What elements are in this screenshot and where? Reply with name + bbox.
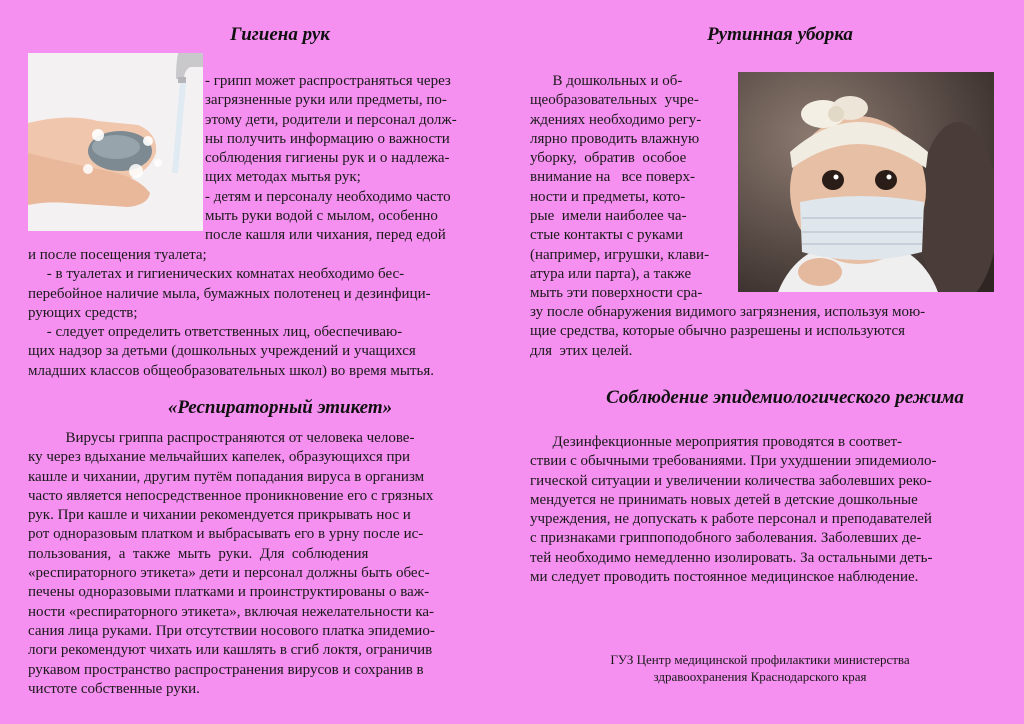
etiquette-line: сания лица руками. При отсутствии носового платка эпидемио-: [28, 622, 435, 639]
etiquette-text: [28, 429, 494, 699]
cleaning-line: ждениях необходимо регу-: [530, 111, 702, 128]
epid-title: Соблюдение эпидемиологического режима: [606, 387, 964, 408]
etiquette-line: логи рекомендуют чихать или кашлять в сгиб локтя, ограничив: [28, 642, 433, 659]
cleaning-line: для этих целей.: [530, 342, 633, 359]
epid-line: с признаками гриппоподобного заболевания. Заболевших де-: [530, 530, 922, 547]
etiquette-line: часто является непосредственное проникновение его с грязных: [28, 487, 434, 504]
epid-line: мендуется не принимать новых детей в детские дошкольные: [530, 491, 918, 508]
hygiene-line: и после посещения туалета;: [28, 247, 207, 263]
hand-washing-photo: [28, 53, 203, 231]
epid-line: тей необходимо немедленно изолировать. За остальными деть-: [530, 549, 933, 566]
cleaning-line: (например, игрушки, клави-: [530, 246, 710, 263]
cleaning-line: зу после обнаружения видимого загрязнения, используя мою-: [530, 304, 926, 320]
cleaning-line: атура или парта), а также: [530, 265, 692, 282]
hygiene-line: перебойное наличие мыла, бумажных полотенец и дезинфици-: [28, 285, 431, 302]
cleaning-line: щеобразовательных учре-: [530, 92, 699, 109]
hygiene-line: этому дети, родители и персонал долж-: [205, 111, 457, 128]
hygiene-line: после кашля или чихания, перед едой: [205, 227, 446, 244]
epid-line: гической ситуации и увеличении количества заболевших реко-: [530, 472, 932, 489]
cleaning-line: мыть эти поверхности сра-: [530, 285, 703, 302]
etiquette-line: Вирусы гриппа распространяются от человека челове-: [28, 430, 415, 446]
epid-line: ми следует проводить постоянное медицинское наблюдение.: [530, 569, 919, 586]
etiquette-line: рук. При кашле и чихании рекомендуется прикрывать нос и: [28, 507, 411, 524]
etiquette-line: ности «респираторного этикета», включая нежелательности ка-: [28, 603, 435, 620]
hygiene-line: загрязненные руки или предметы, по-: [205, 92, 447, 109]
footer-line: ГУЗ Центр медицинской профилактики министерства: [610, 652, 910, 667]
etiquette-line: рукавом пространство распространения вирусов и сохранив в: [28, 661, 424, 678]
etiquette-line: «респираторного этикета» дети и персонал должны быть обес-: [28, 565, 430, 582]
cleaning-line: щие средства, которые обычно разрешены и используются: [530, 323, 906, 340]
cleaning-line: уборку, обратив особое: [530, 150, 687, 167]
cleaning-line: В дошкольных и об-: [530, 73, 683, 89]
hygiene-line: щих надзор за детьми (дошкольных учреждений и учащихся: [28, 343, 416, 360]
hygiene-title: Гигиена рук: [230, 24, 330, 45]
cleaning-full-text: [530, 303, 996, 361]
hygiene-line: - детям и персоналу необходимо часто: [205, 188, 451, 205]
hygiene-line: рующих средств;: [28, 304, 138, 321]
etiquette-line: печены одноразовыми платками и проинструктированы о важ-: [28, 584, 430, 601]
footer-line: здравоохранения Краснодарского края: [653, 669, 867, 684]
etiquette-line: чистоте собственные руки.: [28, 680, 200, 697]
hygiene-full-text: [28, 246, 494, 381]
epid-line: учреждения, не допускать к работе персонал и преподавателей: [530, 511, 932, 528]
hygiene-line: соблюдения гигиены рук и о надлежа-: [205, 150, 450, 167]
epid-line: ствии с обычными требованиями. При ухудшении эпидемиоло-: [530, 453, 937, 470]
hygiene-line: - в туалетах и гигиенических комнатах необходимо бес-: [28, 266, 405, 283]
epid-text: [530, 433, 996, 587]
cleaning-line: стые контакты с руками: [530, 227, 684, 244]
etiquette-line: кашле и чихании, другим путём попадания вируса в организм: [28, 468, 425, 485]
cleaning-wrapped-text: [530, 72, 735, 304]
cleaning-line: лярно проводить влажную: [530, 130, 700, 147]
hygiene-line: ны получить информацию о важности: [205, 130, 450, 147]
footer-credits: [560, 651, 960, 685]
hygiene-line: - грипп может распространяться через: [205, 73, 451, 89]
hygiene-wrapped-text: [205, 72, 494, 246]
cleaning-line: внимание на все поверх-: [530, 169, 695, 186]
etiquette-line: рот одноразовым платком и выбрасывать его в урну после ис-: [28, 526, 424, 543]
masked-child-photo: [738, 72, 994, 292]
hygiene-line: щих методах мытья рук;: [205, 169, 361, 186]
epid-line: Дезинфекционные мероприятия проводятся в соответ-: [530, 434, 903, 450]
etiquette-line: ку через вдыхание мельчайших капелек, образующихся при: [28, 449, 411, 466]
etiquette-title: «Респираторный этикет»: [167, 397, 393, 418]
hygiene-line: младших классов общеобразовательных школ) во время мытья.: [28, 362, 435, 379]
cleaning-title: Рутинная уборка: [707, 24, 853, 45]
hygiene-line: - следует определить ответственных лиц, обеспечиваю-: [28, 324, 403, 341]
hygiene-line: мыть руки водой с мылом, особенно: [205, 208, 438, 225]
etiquette-line: пользования, а также мыть руки. Для соблюдения: [28, 545, 369, 562]
cleaning-line: рые имели наиболее ча-: [530, 208, 687, 225]
cleaning-line: ности и предметы, кото-: [530, 188, 686, 205]
